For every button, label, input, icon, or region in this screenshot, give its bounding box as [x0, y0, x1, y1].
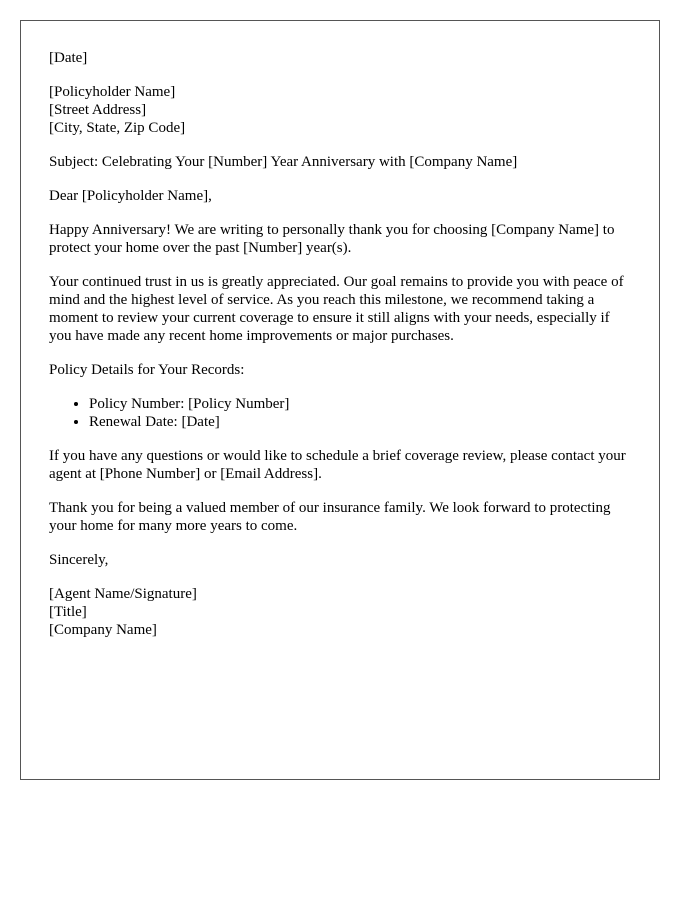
recipient-name: [Policyholder Name]	[49, 84, 176, 100]
letter-page	[20, 20, 660, 780]
letter-date: [Date]	[49, 50, 88, 66]
policy-details-list	[49, 395, 631, 431]
recipient-city-state-zip: [City, State, Zip Code]	[49, 120, 186, 136]
letter-paragraph-4: Thank you for being a valued member of our insurance family. We look forward to protecting your home for many more years to come.	[49, 500, 611, 534]
recipient-address	[49, 83, 631, 137]
agent-title: [Title]	[49, 604, 87, 620]
letter-closing: Sincerely,	[49, 552, 109, 568]
letter-paragraph-1: Happy Anniversary! We are writing to personally thank you for choosing [Company Name] to protect your home over the past [Number] year(s).	[49, 222, 615, 256]
letter-paragraph-3: If you have any questions or would like to schedule a brief coverage review, please contact your agent at [Phone Number] or [Email Address].	[49, 448, 626, 482]
agent-signature: [Agent Name/Signature]	[49, 586, 197, 602]
letter-salutation: Dear [Policyholder Name],	[49, 188, 212, 204]
letter-paragraph-2: Your continued trust in us is greatly appreciated. Our goal remains to provide you with peace of mind and the highest level of service. As you reach this milestone, we recommend taking a moment to review your current coverage to ensure it still aligns with your needs, especially if you have made any recent home improvements or major purchases.	[49, 274, 624, 344]
signature-block	[49, 585, 631, 639]
company-name: [Company Name]	[49, 622, 157, 638]
policy-number-item: • Policy Number: [Policy Number]	[89, 395, 631, 413]
renewal-date-item: • Renewal Date: [Date]	[89, 413, 631, 431]
policy-details-heading: Policy Details for Your Records:	[49, 362, 245, 378]
letter-subject: Subject: Celebrating Your [Number] Year Anniversary with [Company Name]	[49, 154, 518, 170]
recipient-street: [Street Address]	[49, 102, 147, 118]
